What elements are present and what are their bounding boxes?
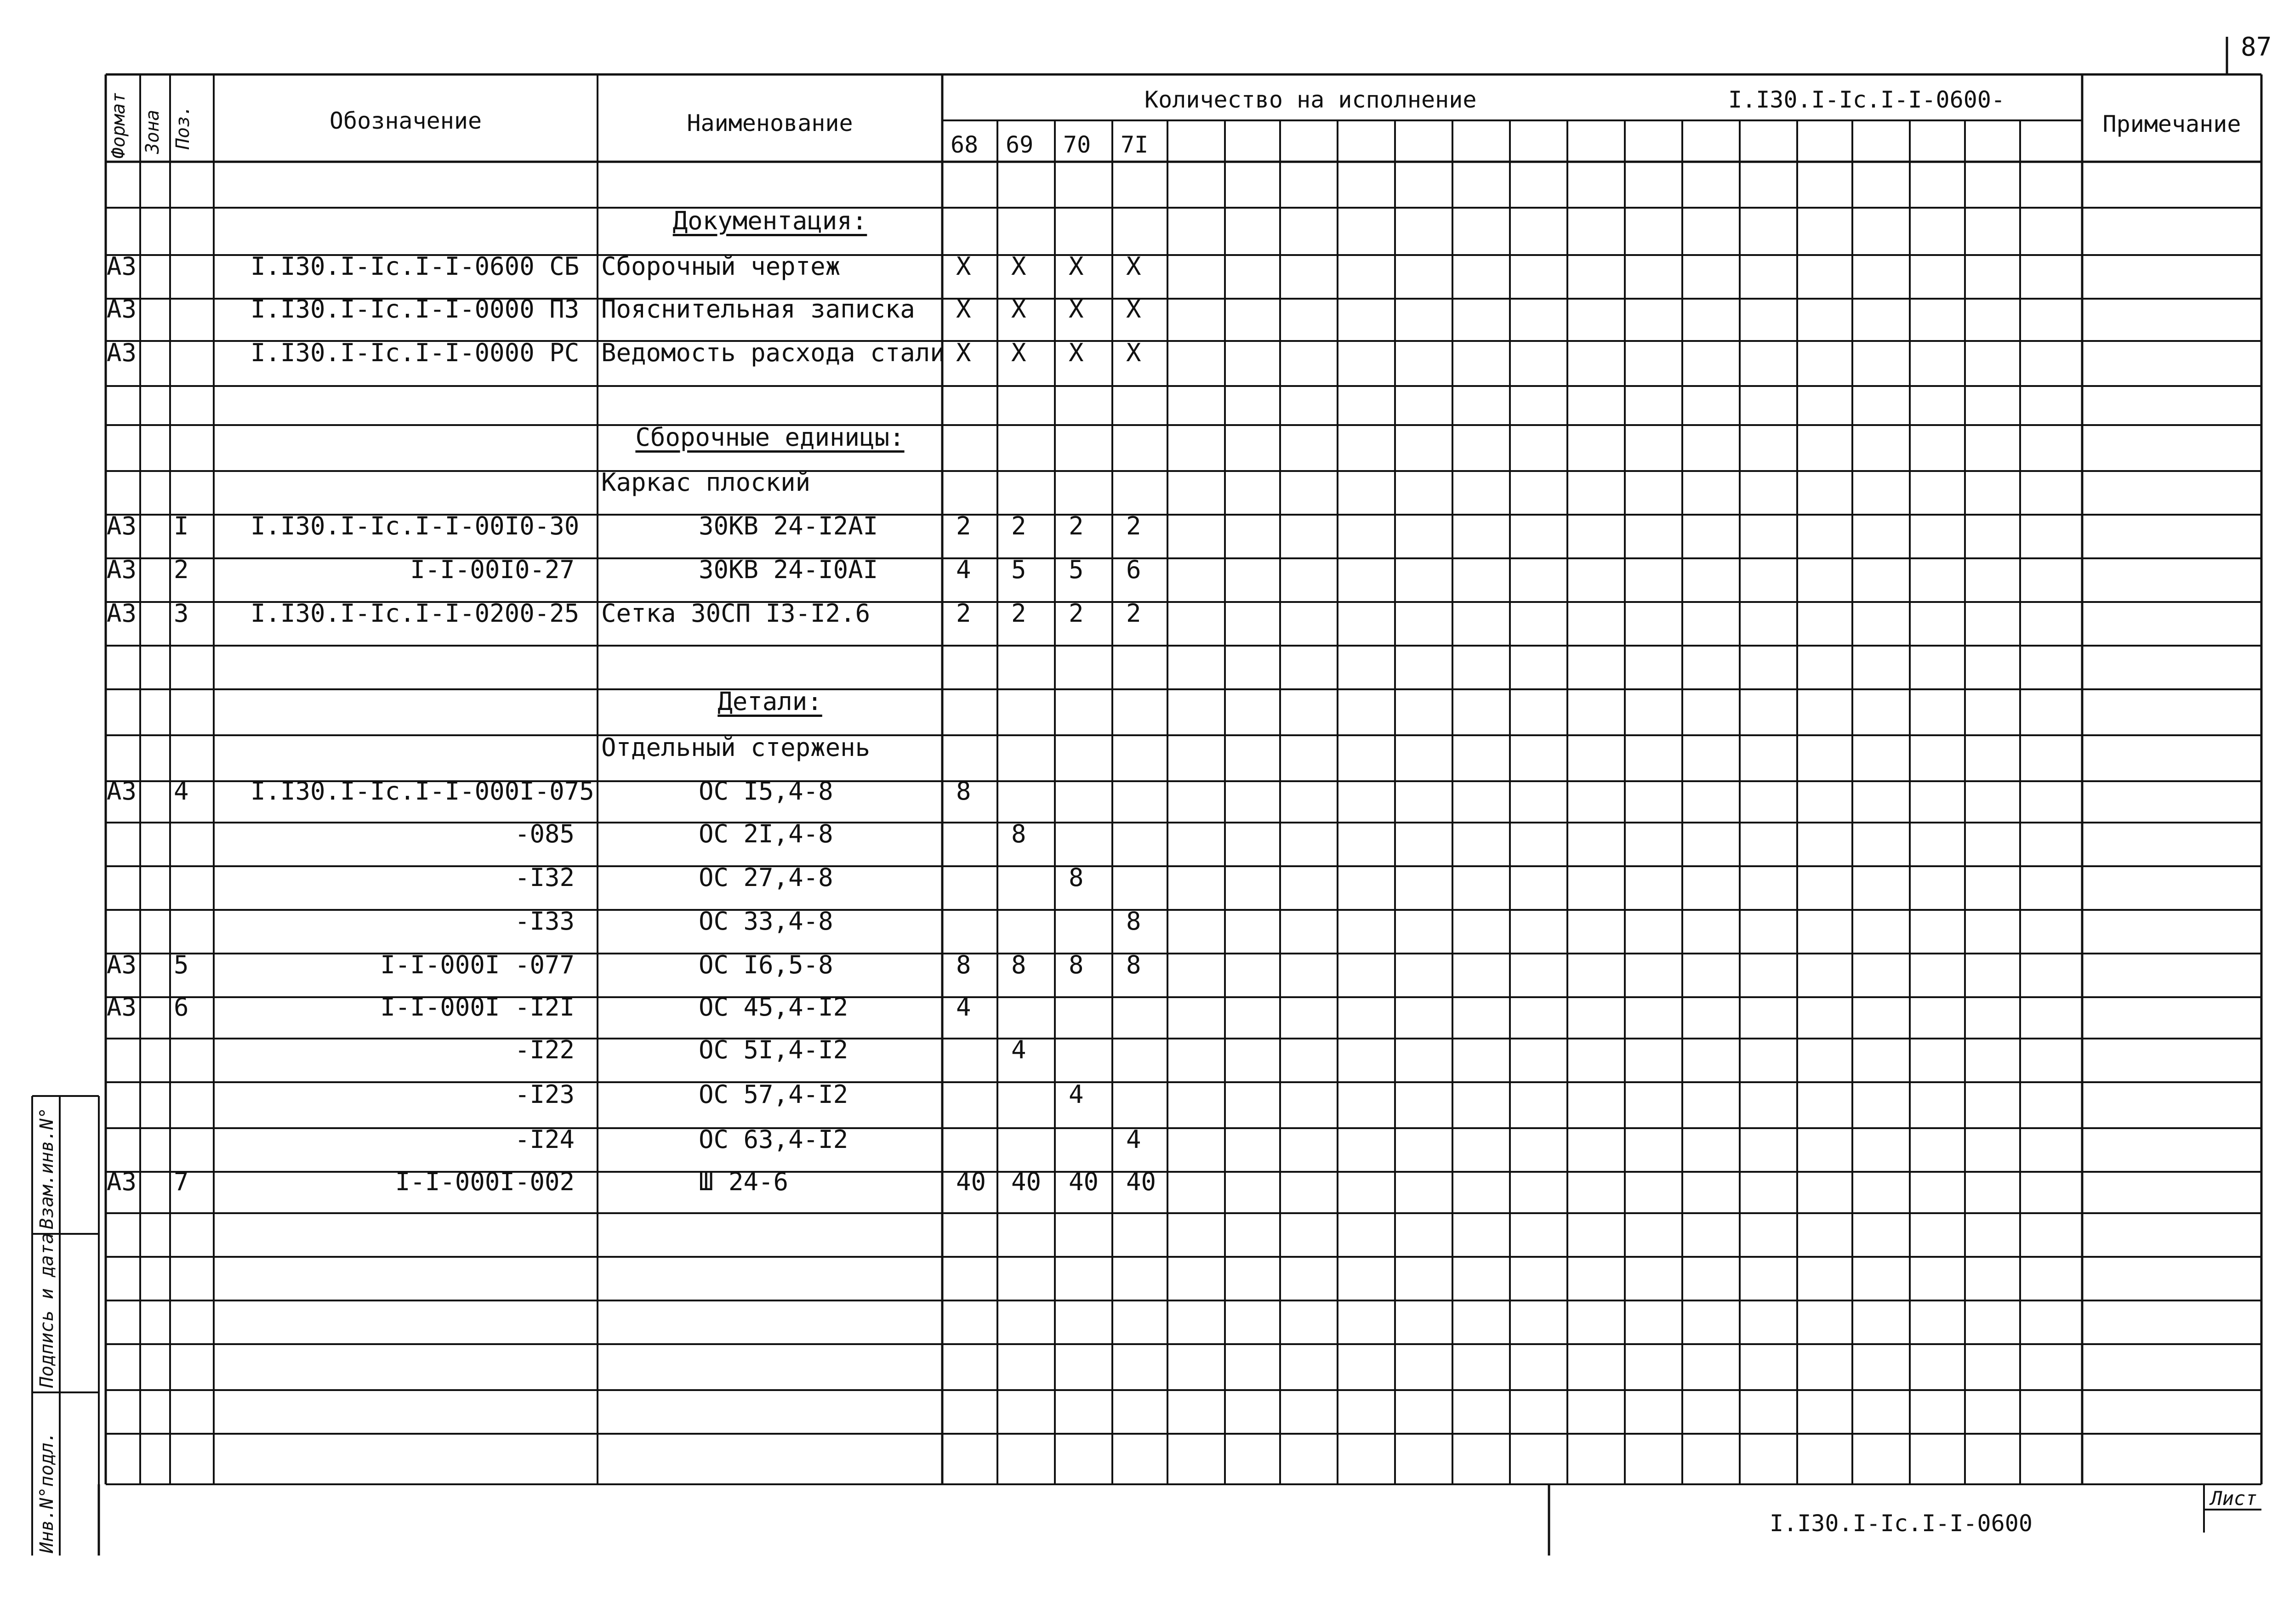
- cell-quantity: X: [956, 295, 971, 324]
- cell-quantity: 8: [1126, 906, 1141, 936]
- cell-format: А3: [107, 950, 137, 979]
- cell-quantity: 2: [1126, 511, 1141, 540]
- cell-name: Отдельный стержень: [601, 733, 871, 762]
- cell-designation: I-I-00I0-27: [410, 555, 575, 584]
- cell-quantity: 2: [1011, 598, 1026, 628]
- cell-format: А3: [107, 295, 137, 324]
- variant-column-70: 70: [1063, 131, 1091, 158]
- header-quantity-code: I.I30.I-Ic.I-I-0600-: [1728, 86, 2005, 113]
- header-name: Наименование: [687, 110, 853, 136]
- cell-pos: 5: [174, 950, 189, 979]
- cell-quantity: 40: [1011, 1167, 1042, 1196]
- cell-designation: I.I30.I-Ic.I-I-00I0-30: [251, 511, 580, 540]
- cell-quantity: 8: [1011, 819, 1026, 848]
- cell-name: Пояснительная записка: [601, 295, 915, 324]
- cell-format: А3: [107, 555, 137, 584]
- cell-quantity: X: [1069, 338, 1084, 367]
- cell-designation: I.I30.I-Ic.I-I-0000 ПЗ: [251, 295, 580, 324]
- cell-designation: I-I-000I -077: [380, 950, 575, 979]
- section-heading: Сборочные единицы:: [635, 423, 905, 452]
- cell-designation: I-I-000I-002: [395, 1167, 575, 1196]
- cell-designation: -I22: [514, 1035, 575, 1064]
- cell-quantity: 4: [956, 555, 971, 584]
- cell-quantity: X: [956, 251, 971, 281]
- cell-quantity: X: [1011, 251, 1026, 281]
- cell-name: ОС 33,4-8: [699, 906, 833, 936]
- cell-name: ОС 2I,4-8: [699, 819, 833, 848]
- stamp-vzam-inv: Взам.инв.N°: [36, 1107, 57, 1229]
- cell-quantity: 5: [1011, 555, 1026, 584]
- cell-quantity: X: [1069, 251, 1084, 281]
- cell-name: ОС 5I,4-I2: [699, 1035, 848, 1064]
- cell-designation: I.I30.I-Ic.I-I-0200-25: [251, 598, 580, 628]
- cell-quantity: X: [1126, 251, 1141, 281]
- cell-quantity: X: [1011, 338, 1026, 367]
- cell-quantity: 8: [1069, 863, 1084, 892]
- cell-pos: 3: [174, 598, 189, 628]
- cell-quantity: 8: [1011, 950, 1026, 979]
- cell-quantity: 8: [956, 950, 971, 979]
- cell-designation: -I24: [514, 1124, 575, 1154]
- cell-quantity: 8: [1126, 950, 1141, 979]
- cell-pos: 7: [174, 1167, 189, 1196]
- cell-pos: 2: [174, 555, 189, 584]
- cell-name: ОС 27,4-8: [699, 863, 833, 892]
- cell-pos: I: [174, 511, 189, 540]
- stamp-inv-podl: Инв.N°подл.: [36, 1431, 57, 1553]
- cell-quantity: 8: [956, 777, 971, 806]
- cell-quantity: 2: [956, 598, 971, 628]
- cell-name: 30КВ 24-I0АI: [699, 555, 878, 584]
- cell-format: А3: [107, 598, 137, 628]
- cell-name: Ш 24-6: [699, 1167, 789, 1196]
- cell-name: ОС 63,4-I2: [699, 1124, 848, 1154]
- cell-format: А3: [107, 251, 137, 281]
- cell-quantity: 2: [1069, 598, 1084, 628]
- cell-quantity: X: [956, 338, 971, 367]
- header-designation: Обозначение: [329, 108, 482, 134]
- cell-designation: -I23: [514, 1080, 575, 1109]
- title-block-doc-code: I.I30.I-Ic.I-I-0600: [1770, 1510, 2033, 1537]
- cell-quantity: 40: [956, 1167, 986, 1196]
- header-pos: Поз.: [172, 105, 194, 149]
- cell-format: А3: [107, 338, 137, 367]
- cell-designation: -I32: [514, 863, 575, 892]
- variant-column-69: 69: [1006, 131, 1034, 158]
- cell-pos: 6: [174, 993, 189, 1022]
- cell-quantity: 2: [1011, 511, 1026, 540]
- header-format: Формат: [108, 92, 129, 159]
- cell-designation: -085: [514, 819, 575, 848]
- section-heading: Документация:: [672, 206, 867, 235]
- cell-quantity: 8: [1069, 950, 1084, 979]
- cell-name: 30КВ 24-I2АI: [699, 511, 878, 540]
- cell-quantity: X: [1126, 295, 1141, 324]
- cell-name: ОС I6,5-8: [699, 950, 833, 979]
- cell-quantity: 4: [1069, 1080, 1084, 1109]
- cell-designation: I.I30.I-Ic.I-I-0000 РС: [251, 338, 580, 367]
- cell-name: ОС I5,4-8: [699, 777, 833, 806]
- cell-designation: -I33: [514, 906, 575, 936]
- cell-designation: I.I30.I-Ic.I-I-0600 СБ: [251, 251, 580, 281]
- header-note: Примечание: [2102, 111, 2241, 137]
- header-quantity-title: Количество на исполнение: [1144, 86, 1477, 113]
- cell-quantity: X: [1011, 295, 1026, 324]
- cell-pos: 4: [174, 777, 189, 806]
- page-number: 87: [2241, 32, 2272, 62]
- cell-quantity: X: [1069, 295, 1084, 324]
- cell-quantity: 4: [1011, 1035, 1026, 1064]
- stamp-sign-date: Подпись и дата: [36, 1232, 57, 1388]
- title-block-sheet-label: Лист: [2210, 1487, 2257, 1510]
- cell-name: ОС 57,4-I2: [699, 1080, 848, 1109]
- cell-designation: I-I-000I -I2I: [380, 993, 575, 1022]
- cell-quantity: 4: [1126, 1124, 1141, 1154]
- section-heading: Детали:: [717, 687, 822, 716]
- cell-name: Ведомость расхода стали: [601, 338, 945, 367]
- cell-quantity: 40: [1069, 1167, 1099, 1196]
- cell-format: А3: [107, 777, 137, 806]
- cell-name: Каркас плоский: [601, 467, 811, 497]
- cell-quantity: 2: [1069, 511, 1084, 540]
- cell-quantity: 6: [1126, 555, 1141, 584]
- variant-column-68: 68: [951, 131, 979, 158]
- cell-quantity: 2: [1126, 598, 1141, 628]
- cell-quantity: 4: [956, 993, 971, 1022]
- cell-quantity: 2: [956, 511, 971, 540]
- cell-quantity: 40: [1126, 1167, 1156, 1196]
- cell-name: ОС 45,4-I2: [699, 993, 848, 1022]
- cell-format: А3: [107, 1167, 137, 1196]
- cell-name: Сетка 30СП I3-I2.6: [601, 598, 871, 628]
- cell-format: А3: [107, 511, 137, 540]
- variant-column-7I: 7I: [1121, 131, 1149, 158]
- cell-quantity: 5: [1069, 555, 1084, 584]
- cell-format: А3: [107, 993, 137, 1022]
- header-zone: Зона: [142, 109, 163, 154]
- cell-name: Сборочный чертеж: [601, 251, 841, 281]
- cell-designation: I.I30.I-Ic.I-I-000I-075: [251, 777, 594, 806]
- cell-quantity: X: [1126, 338, 1141, 367]
